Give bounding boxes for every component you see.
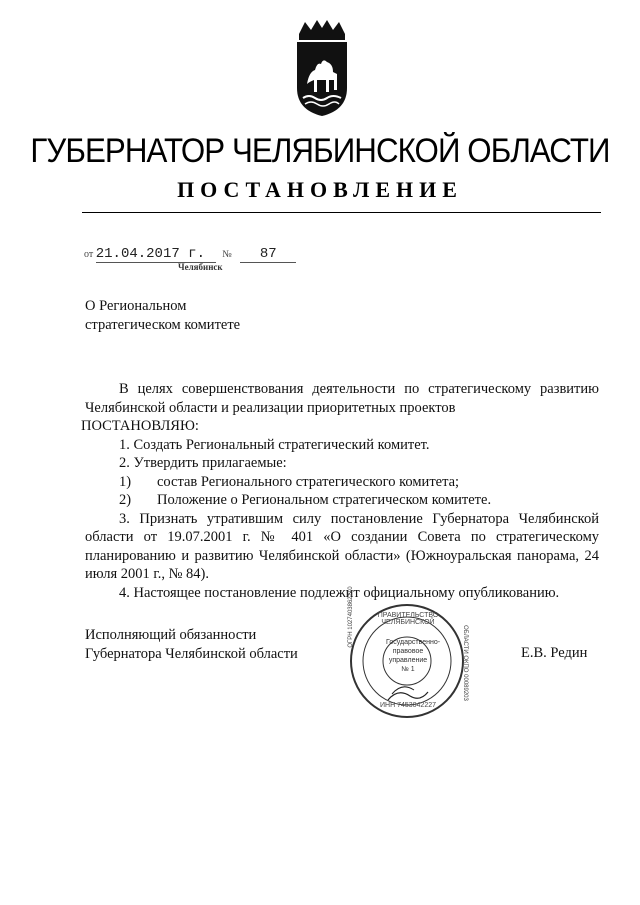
number-label: № (222, 249, 232, 260)
stamp-inner-3: управление (388, 657, 428, 664)
document-body (81, 380, 599, 602)
subject-line-1: О Региональном (85, 298, 187, 314)
stamp-bottom-text: ИНН 7453042227 (379, 702, 437, 709)
stamp-center (386, 638, 441, 674)
signatory-position (85, 626, 298, 664)
stamp-inner-2: правовое (392, 648, 424, 655)
header-divider (82, 212, 601, 213)
subject-line-2: стратегическом комитете (85, 317, 241, 333)
position-line-1: Исполняющий обязанности (85, 627, 257, 643)
stamp-inner-1: Государственно- (386, 639, 441, 646)
coat-of-arms-icon (289, 18, 355, 118)
signatory-name: Е.В. Редин (521, 645, 588, 661)
clause-3: 3. Признать утратившим силу постановление Губернатора Челябинской области от 19.07.2001 г. № 401 «О создании Совета по стратегическому планированию и развитию Челябинской области» (Южноуральская панорама, 24 июля 2001 г., № 84). (85, 510, 599, 582)
subclause-2-text: Положение о Региональном стратегическом комитете. (157, 492, 492, 508)
subclause-1-text: состав Регионального стратегического комитета; (157, 473, 460, 490)
stamp-inner-4: № 1 (401, 666, 415, 673)
stamp-right-text: ОБЛАСТИ ОКПО 00089203 (462, 625, 468, 701)
authority-title: ГУБЕРНАТОР ЧЕЛЯБИНСКОЙ ОБЛАСТИ (30, 132, 610, 170)
preamble: В целях совершенствования деятельности по стратегическому развитию Челябинской области и реализации приоритетных проектов (85, 381, 599, 416)
subclause-2 (119, 491, 599, 510)
clause-4: 4. Настоящее постановление подлежит официальному опубликованию. (119, 584, 560, 601)
document-number: 87 (240, 246, 296, 263)
subclause-1 (119, 473, 599, 492)
position-line-2: Губернатора Челябинской области (85, 646, 298, 662)
date-label: от (84, 249, 94, 260)
clause-1: 1. Создать Региональный стратегический комитет. (119, 436, 430, 453)
document-date: 21.04.2017 г. (96, 246, 216, 263)
document-type: ПОСТАНОВЛЕНИЕ (177, 177, 463, 202)
stamp-top-text: ПРАВИТЕЛЬСТВО ЧЕЛЯБИНСКОЙ (377, 612, 439, 626)
city: Челябинск (178, 262, 223, 272)
stamp-left-text: ОГРН 1027403862210 (348, 586, 354, 648)
subclause-2-number: 2) (119, 492, 132, 508)
document-subject (85, 297, 240, 335)
clause-2: 2. Утвердить прилагаемые: (119, 455, 287, 471)
decree-word: ПОСТАНОВЛЯЮ: (81, 418, 199, 434)
subclause-1-number: 1) (119, 473, 132, 490)
date-number-line (84, 246, 296, 263)
